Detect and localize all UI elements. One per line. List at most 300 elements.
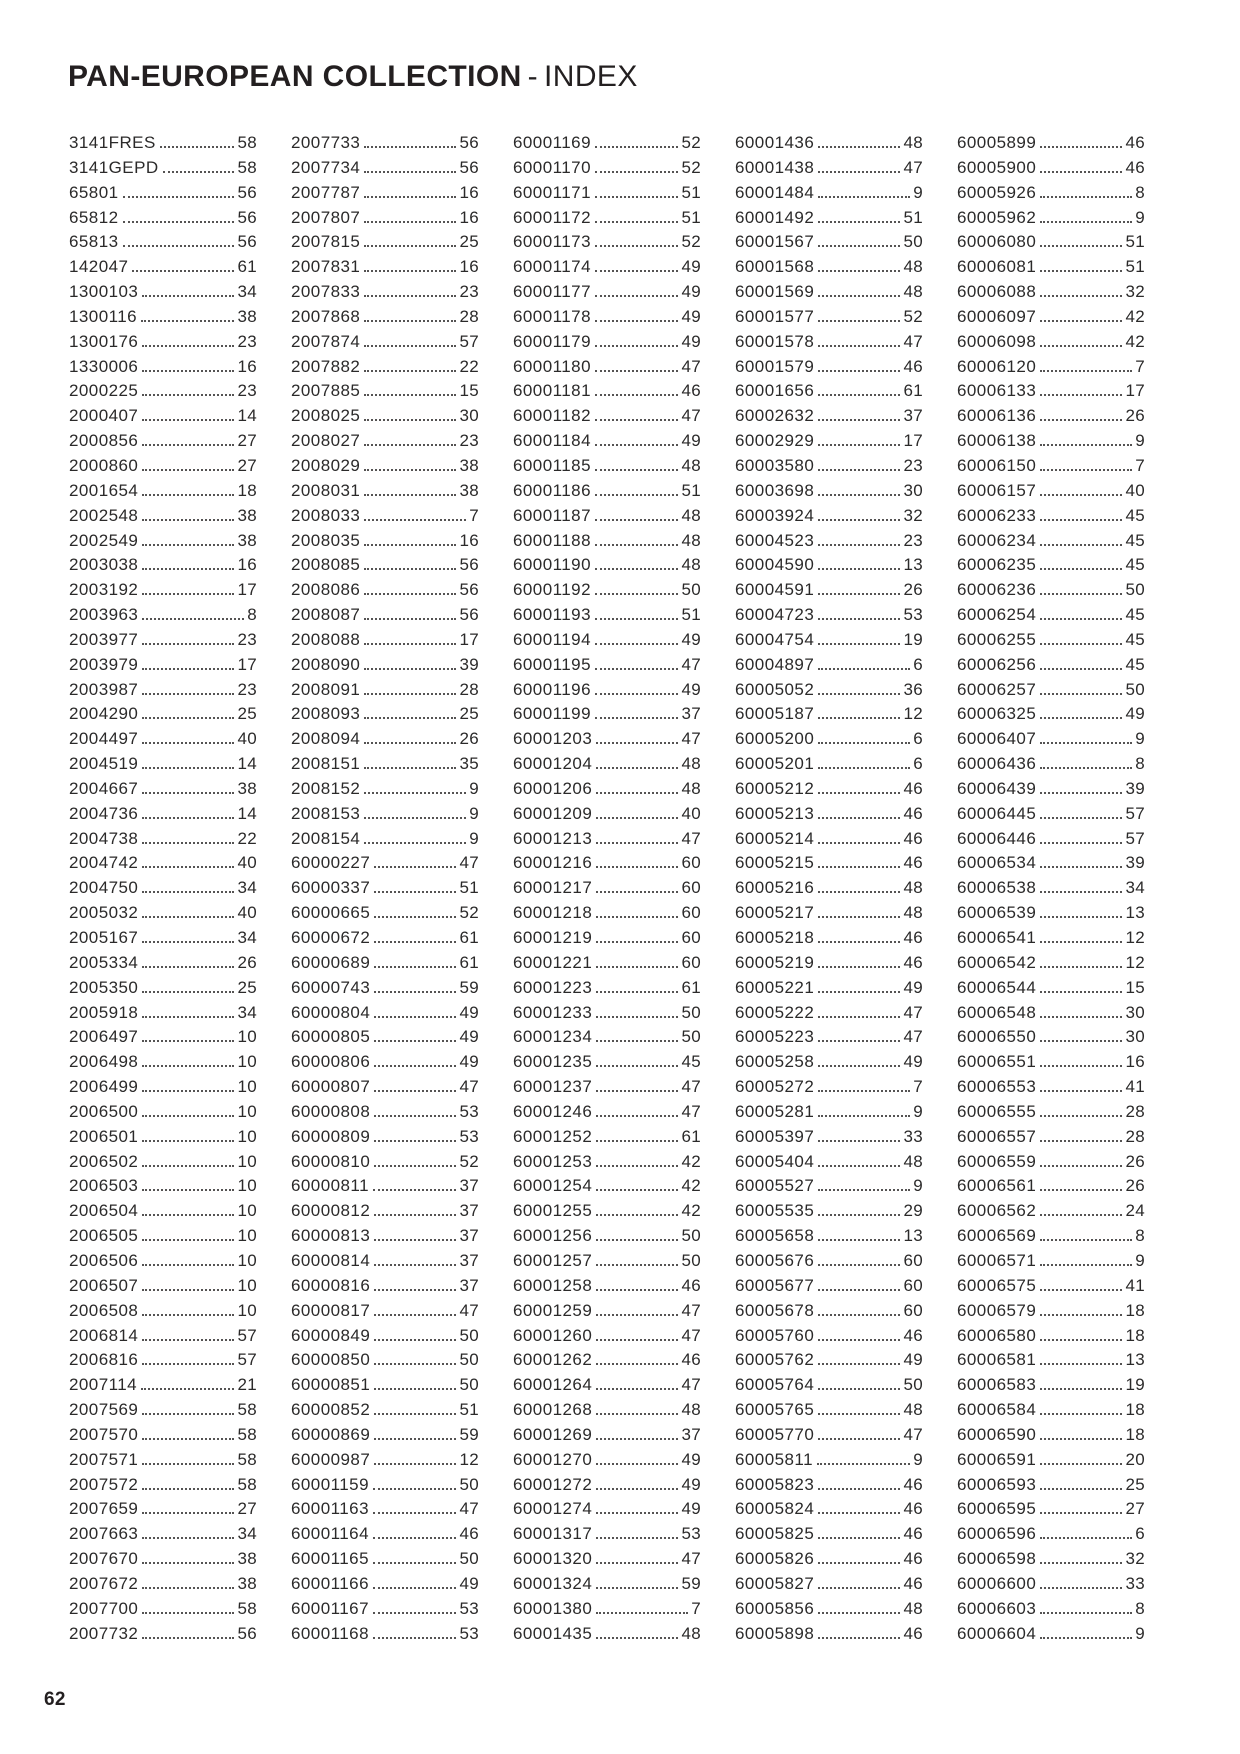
index-entry bbox=[69, 1150, 257, 1175]
entry-code: 60005825 bbox=[735, 1524, 815, 1544]
entry-page: 6 bbox=[913, 729, 923, 749]
entry-code: 60001274 bbox=[513, 1499, 593, 1519]
entry-page: 9 bbox=[1135, 431, 1145, 451]
dot-leader bbox=[142, 544, 234, 546]
entry-code: 60005762 bbox=[735, 1350, 815, 1370]
dot-leader bbox=[374, 1115, 456, 1117]
entry-page: 49 bbox=[681, 257, 701, 277]
index-entry bbox=[735, 429, 923, 454]
entry-code: 60006157 bbox=[957, 480, 1037, 500]
entry-page: 30 bbox=[459, 406, 479, 426]
index-entry bbox=[513, 678, 701, 703]
entry-code: 60001258 bbox=[513, 1275, 593, 1295]
entry-page: 46 bbox=[903, 1573, 923, 1593]
dot-leader bbox=[1040, 916, 1122, 918]
index-entry bbox=[291, 1448, 479, 1473]
index-entry bbox=[69, 876, 257, 901]
index-entry bbox=[957, 603, 1145, 628]
dot-leader bbox=[141, 1388, 234, 1390]
entry-code: 2003979 bbox=[69, 654, 139, 674]
dot-leader bbox=[142, 1214, 234, 1216]
entry-page: 51 bbox=[681, 182, 701, 202]
entry-page: 17 bbox=[237, 654, 257, 674]
index-entry bbox=[735, 1001, 923, 1026]
entry-code: 60006325 bbox=[957, 704, 1037, 724]
index-entry bbox=[957, 1100, 1145, 1125]
dot-leader bbox=[142, 1016, 234, 1018]
index-entry bbox=[513, 1125, 701, 1150]
entry-page: 38 bbox=[237, 778, 257, 798]
entry-code: 2003038 bbox=[69, 555, 139, 575]
index-entry bbox=[513, 1174, 701, 1199]
entry-page: 48 bbox=[681, 754, 701, 774]
dot-leader bbox=[1040, 668, 1122, 670]
entry-code: 60006580 bbox=[957, 1325, 1037, 1345]
index-entry bbox=[957, 702, 1145, 727]
index-entry bbox=[69, 529, 257, 554]
index-columns bbox=[69, 131, 1149, 1646]
dot-leader bbox=[1040, 1040, 1122, 1042]
dot-leader bbox=[142, 1339, 234, 1341]
entry-code: 60006133 bbox=[957, 381, 1037, 401]
dot-leader bbox=[142, 717, 234, 719]
entry-code: 60001167 bbox=[291, 1598, 369, 1618]
dot-leader bbox=[374, 1140, 456, 1142]
dot-leader bbox=[1040, 1388, 1122, 1390]
dot-leader bbox=[818, 1587, 900, 1589]
index-entry bbox=[291, 1224, 479, 1249]
dot-leader bbox=[1040, 693, 1122, 695]
entry-code: 60001177 bbox=[513, 282, 591, 302]
index-entry bbox=[69, 1174, 257, 1199]
entry-code: 60001435 bbox=[513, 1623, 593, 1643]
entry-code: 60006590 bbox=[957, 1424, 1037, 1444]
dot-leader bbox=[1040, 1065, 1122, 1067]
dot-leader bbox=[364, 544, 456, 546]
dot-leader bbox=[142, 1239, 234, 1241]
entry-code: 60001164 bbox=[291, 1524, 369, 1544]
dot-leader bbox=[1040, 643, 1122, 645]
entry-page: 47 bbox=[681, 654, 701, 674]
entry-code: 2008085 bbox=[291, 555, 361, 575]
index-entry bbox=[735, 1473, 923, 1498]
index-entry bbox=[513, 454, 701, 479]
entry-code: 60004723 bbox=[735, 605, 815, 625]
entry-code: 60001219 bbox=[513, 928, 593, 947]
index-entry bbox=[291, 1522, 479, 1547]
dot-leader bbox=[818, 792, 900, 794]
entry-code: 2006506 bbox=[69, 1250, 139, 1270]
entry-page: 7 bbox=[913, 1077, 923, 1097]
index-entry bbox=[69, 578, 257, 603]
index-entry bbox=[513, 1001, 701, 1026]
dot-leader bbox=[1040, 792, 1122, 794]
entry-code: 60001235 bbox=[513, 1052, 593, 1072]
entry-page: 49 bbox=[459, 1027, 479, 1047]
entry-page: 9 bbox=[1135, 1623, 1145, 1643]
dot-leader bbox=[818, 1562, 900, 1564]
entry-page: 46 bbox=[903, 356, 923, 376]
entry-code: 60001217 bbox=[513, 878, 593, 898]
dot-leader bbox=[596, 1537, 678, 1539]
dot-leader bbox=[1040, 1016, 1122, 1018]
entry-page: 6 bbox=[913, 654, 923, 674]
dot-leader bbox=[818, 519, 900, 521]
entry-code: 60001193 bbox=[513, 605, 591, 625]
index-entry bbox=[69, 653, 257, 678]
entry-code: 60005219 bbox=[735, 952, 815, 972]
dot-leader bbox=[374, 1339, 456, 1341]
entry-code: 1300116 bbox=[69, 306, 138, 326]
entry-code: 60001221 bbox=[513, 952, 593, 972]
entry-code: 60005397 bbox=[735, 1126, 815, 1146]
dot-leader bbox=[596, 1189, 678, 1191]
entry-page: 26 bbox=[1125, 1176, 1145, 1196]
index-entry bbox=[735, 1497, 923, 1522]
entry-code: 2007815 bbox=[291, 232, 361, 252]
entry-code: 60001168 bbox=[291, 1623, 369, 1643]
entry-code: 60004591 bbox=[735, 580, 815, 600]
entry-page: 58 bbox=[237, 1598, 257, 1618]
entry-code: 60005962 bbox=[957, 207, 1037, 227]
dot-leader bbox=[374, 1388, 456, 1390]
entry-page: 27 bbox=[237, 1499, 257, 1519]
entry-code: 60001260 bbox=[513, 1325, 593, 1345]
entry-code: 60006081 bbox=[957, 257, 1037, 277]
index-entry bbox=[69, 206, 257, 231]
dot-leader bbox=[596, 1165, 678, 1167]
index-entry bbox=[291, 230, 479, 255]
dot-leader bbox=[818, 1115, 910, 1117]
dot-leader bbox=[818, 742, 910, 744]
entry-page: 9 bbox=[469, 803, 479, 823]
dot-leader bbox=[373, 1488, 457, 1490]
entry-page: 23 bbox=[237, 381, 257, 401]
entry-code: 60001578 bbox=[735, 331, 815, 351]
entry-code: 60006593 bbox=[957, 1474, 1037, 1494]
entry-page: 57 bbox=[237, 1350, 257, 1370]
dot-leader bbox=[818, 916, 900, 918]
entry-page: 40 bbox=[237, 903, 257, 923]
entry-page: 8 bbox=[1135, 1226, 1145, 1246]
entry-code: 60005898 bbox=[735, 1623, 815, 1643]
dot-leader bbox=[1040, 419, 1122, 421]
entry-code: 60006557 bbox=[957, 1126, 1037, 1146]
dot-leader bbox=[1040, 544, 1122, 546]
dot-leader bbox=[142, 1488, 234, 1490]
entry-page: 52 bbox=[681, 133, 701, 152]
index-entry bbox=[513, 1423, 701, 1448]
index-entry bbox=[513, 1348, 701, 1373]
dot-leader bbox=[374, 916, 456, 918]
entry-code: 60000805 bbox=[291, 1027, 371, 1047]
index-entry bbox=[291, 1125, 479, 1150]
index-entry bbox=[735, 206, 923, 231]
entry-code: 60001216 bbox=[513, 853, 593, 873]
entry-code: 60000850 bbox=[291, 1350, 371, 1370]
entry-page: 37 bbox=[681, 1424, 701, 1444]
entry-code: 60006534 bbox=[957, 853, 1037, 873]
entry-code: 2008152 bbox=[291, 778, 361, 798]
index-entry bbox=[291, 827, 479, 852]
entry-code: 60001324 bbox=[513, 1573, 593, 1593]
entry-page: 53 bbox=[459, 1126, 479, 1146]
entry-page: 47 bbox=[681, 1077, 701, 1097]
index-entry bbox=[957, 1174, 1145, 1199]
entry-page: 23 bbox=[237, 629, 257, 649]
index-entry bbox=[291, 1497, 479, 1522]
entry-page: 18 bbox=[1125, 1325, 1145, 1345]
entry-code: 60006600 bbox=[957, 1573, 1037, 1593]
entry-code: 60001252 bbox=[513, 1126, 593, 1146]
index-entry bbox=[735, 181, 923, 206]
dot-leader bbox=[1040, 444, 1132, 446]
entry-page: 47 bbox=[681, 1300, 701, 1320]
index-entry bbox=[735, 1224, 923, 1249]
index-entry bbox=[513, 529, 701, 554]
index-entry bbox=[957, 1224, 1145, 1249]
index-entry bbox=[291, 777, 479, 802]
index-entry bbox=[513, 578, 701, 603]
dot-leader bbox=[374, 866, 456, 868]
entry-code: 60000851 bbox=[291, 1375, 371, 1395]
index-entry bbox=[69, 479, 257, 504]
entry-page: 18 bbox=[1125, 1400, 1145, 1420]
entry-code: 2004290 bbox=[69, 704, 139, 724]
entry-code: 60000852 bbox=[291, 1400, 371, 1420]
index-entry bbox=[69, 1448, 257, 1473]
entry-page: 16 bbox=[1125, 1052, 1145, 1072]
entry-code: 60006538 bbox=[957, 878, 1037, 898]
dot-leader bbox=[373, 1189, 457, 1191]
entry-page: 47 bbox=[681, 729, 701, 749]
dot-leader bbox=[142, 1587, 234, 1589]
entry-page: 9 bbox=[469, 778, 479, 798]
index-entry bbox=[69, 777, 257, 802]
entry-page: 17 bbox=[1125, 381, 1145, 401]
entry-page: 47 bbox=[459, 1300, 479, 1320]
entry-page: 38 bbox=[237, 530, 257, 550]
entry-code: 60001203 bbox=[513, 729, 593, 749]
index-entry bbox=[735, 1150, 923, 1175]
index-entry bbox=[291, 181, 479, 206]
entry-code: 60005258 bbox=[735, 1052, 815, 1072]
index-entry bbox=[291, 330, 479, 355]
entry-page: 32 bbox=[903, 505, 923, 525]
index-column bbox=[735, 131, 923, 1646]
entry-page: 8 bbox=[1135, 754, 1145, 774]
dot-leader bbox=[818, 469, 900, 471]
entry-page: 38 bbox=[459, 455, 479, 475]
entry-page: 6 bbox=[1135, 1524, 1145, 1544]
entry-code: 2006497 bbox=[69, 1027, 139, 1047]
dot-leader bbox=[818, 966, 900, 968]
dot-leader bbox=[142, 643, 234, 645]
entry-code: 2007882 bbox=[291, 356, 361, 376]
entry-page: 26 bbox=[903, 580, 923, 600]
dot-leader bbox=[595, 171, 679, 173]
entry-page: 33 bbox=[1125, 1573, 1145, 1593]
entry-code: 60001567 bbox=[735, 232, 815, 252]
index-entry bbox=[735, 1025, 923, 1050]
entry-code: 60006548 bbox=[957, 1002, 1037, 1022]
entry-code: 60002929 bbox=[735, 431, 815, 451]
index-entry bbox=[69, 1224, 257, 1249]
entry-page: 61 bbox=[237, 257, 257, 277]
index-entry bbox=[735, 529, 923, 554]
dot-leader bbox=[596, 866, 678, 868]
entry-code: 2006814 bbox=[69, 1325, 139, 1345]
entry-code: 60006255 bbox=[957, 629, 1037, 649]
dot-leader bbox=[142, 1413, 234, 1415]
entry-page: 7 bbox=[1135, 356, 1145, 376]
dot-leader bbox=[1040, 941, 1122, 943]
dot-leader bbox=[818, 767, 910, 769]
entry-page: 60 bbox=[681, 853, 701, 873]
entry-page: 48 bbox=[903, 257, 923, 277]
entry-page: 46 bbox=[1125, 157, 1145, 177]
index-entry bbox=[513, 1100, 701, 1125]
index-entry bbox=[69, 1348, 257, 1373]
index-entry bbox=[735, 156, 923, 181]
dot-leader bbox=[132, 270, 234, 272]
index-entry bbox=[291, 1025, 479, 1050]
index-entry bbox=[735, 976, 923, 1001]
dot-leader bbox=[374, 1264, 456, 1266]
dot-leader bbox=[1040, 1587, 1122, 1589]
entry-page: 60 bbox=[681, 903, 701, 923]
entry-page: 46 bbox=[903, 778, 923, 798]
dot-leader bbox=[364, 146, 456, 148]
dot-leader bbox=[818, 1264, 900, 1266]
index-entry bbox=[735, 802, 923, 827]
index-entry bbox=[735, 603, 923, 628]
index-entry bbox=[69, 454, 257, 479]
entry-page: 10 bbox=[237, 1300, 257, 1320]
entry-code: 60005824 bbox=[735, 1499, 815, 1519]
index-entry bbox=[735, 1174, 923, 1199]
index-entry bbox=[291, 1373, 479, 1398]
entry-page: 58 bbox=[237, 157, 257, 177]
index-entry bbox=[291, 851, 479, 876]
dot-leader bbox=[142, 693, 234, 695]
index-entry bbox=[957, 479, 1145, 504]
entry-page: 51 bbox=[681, 207, 701, 227]
entry-page: 13 bbox=[903, 1226, 923, 1246]
index-entry bbox=[69, 1597, 257, 1622]
index-entry bbox=[513, 379, 701, 404]
index-entry bbox=[513, 255, 701, 280]
entry-code: 60006584 bbox=[957, 1400, 1037, 1420]
entry-page: 46 bbox=[903, 1499, 923, 1519]
entry-code: 60005823 bbox=[735, 1474, 815, 1494]
dot-leader bbox=[142, 668, 234, 670]
dot-leader bbox=[596, 1239, 678, 1241]
index-entry bbox=[735, 1299, 923, 1324]
dot-leader bbox=[141, 320, 234, 322]
entry-code: 60001254 bbox=[513, 1176, 593, 1196]
dot-leader bbox=[1040, 394, 1122, 396]
entry-page: 34 bbox=[237, 1002, 257, 1022]
dot-leader bbox=[364, 767, 456, 769]
entry-page: 46 bbox=[681, 381, 701, 401]
entry-page: 8 bbox=[1135, 1598, 1145, 1618]
entry-code: 60005900 bbox=[957, 157, 1037, 177]
entry-code: 2003192 bbox=[69, 580, 139, 600]
index-entry bbox=[957, 429, 1145, 454]
index-entry bbox=[735, 1075, 923, 1100]
entry-code: 60001270 bbox=[513, 1449, 593, 1469]
index-entry bbox=[957, 951, 1145, 976]
entry-page: 51 bbox=[1125, 232, 1145, 252]
entry-code: 60006603 bbox=[957, 1598, 1037, 1618]
index-entry bbox=[735, 553, 923, 578]
entry-page: 28 bbox=[459, 306, 479, 326]
index-entry bbox=[513, 1050, 701, 1075]
dot-leader bbox=[1040, 1612, 1132, 1614]
entry-page: 27 bbox=[1125, 1499, 1145, 1519]
entry-page: 50 bbox=[681, 1250, 701, 1270]
entry-code: 60005187 bbox=[735, 704, 815, 724]
entry-code: 60001169 bbox=[513, 133, 591, 152]
index-entry bbox=[957, 280, 1145, 305]
entry-code: 2000860 bbox=[69, 455, 139, 475]
entry-page: 58 bbox=[237, 133, 257, 152]
index-entry bbox=[957, 1423, 1145, 1448]
index-entry bbox=[735, 1274, 923, 1299]
entry-code: 2008154 bbox=[291, 828, 361, 848]
entry-code: 60005678 bbox=[735, 1300, 815, 1320]
entry-page: 60 bbox=[681, 952, 701, 972]
entry-page: 50 bbox=[459, 1350, 479, 1370]
index-entry bbox=[513, 181, 701, 206]
entry-page: 48 bbox=[903, 1400, 923, 1420]
entry-code: 60001438 bbox=[735, 157, 815, 177]
entry-code: 2005032 bbox=[69, 903, 139, 923]
entry-code: 60006120 bbox=[957, 356, 1037, 376]
dot-leader bbox=[142, 345, 234, 347]
index-entry bbox=[69, 379, 257, 404]
dot-leader bbox=[818, 196, 910, 198]
index-entry bbox=[513, 1150, 701, 1175]
index-entry bbox=[735, 1373, 923, 1398]
index-entry bbox=[291, 1547, 479, 1572]
entry-code: 60004897 bbox=[735, 654, 815, 674]
entry-page: 49 bbox=[681, 431, 701, 451]
index-entry bbox=[69, 1373, 257, 1398]
entry-page: 58 bbox=[237, 1474, 257, 1494]
entry-code: 60001484 bbox=[735, 182, 815, 202]
entry-code: 2005350 bbox=[69, 977, 139, 997]
entry-page: 50 bbox=[1125, 580, 1145, 600]
index-entry bbox=[291, 1299, 479, 1324]
index-entry bbox=[735, 230, 923, 255]
dot-leader bbox=[596, 1488, 678, 1490]
entry-page: 45 bbox=[1125, 555, 1145, 575]
entry-page: 9 bbox=[913, 1176, 923, 1196]
entry-code: 60005926 bbox=[957, 182, 1037, 202]
entry-code: 60001192 bbox=[513, 580, 591, 600]
entry-page: 49 bbox=[681, 629, 701, 649]
entry-page: 10 bbox=[237, 1226, 257, 1246]
entry-page: 13 bbox=[1125, 903, 1145, 923]
index-entry bbox=[513, 1597, 701, 1622]
index-entry bbox=[957, 1125, 1145, 1150]
dot-leader bbox=[818, 1289, 900, 1291]
index-entry bbox=[513, 330, 701, 355]
dot-leader bbox=[818, 593, 900, 595]
entry-page: 46 bbox=[903, 1474, 923, 1494]
